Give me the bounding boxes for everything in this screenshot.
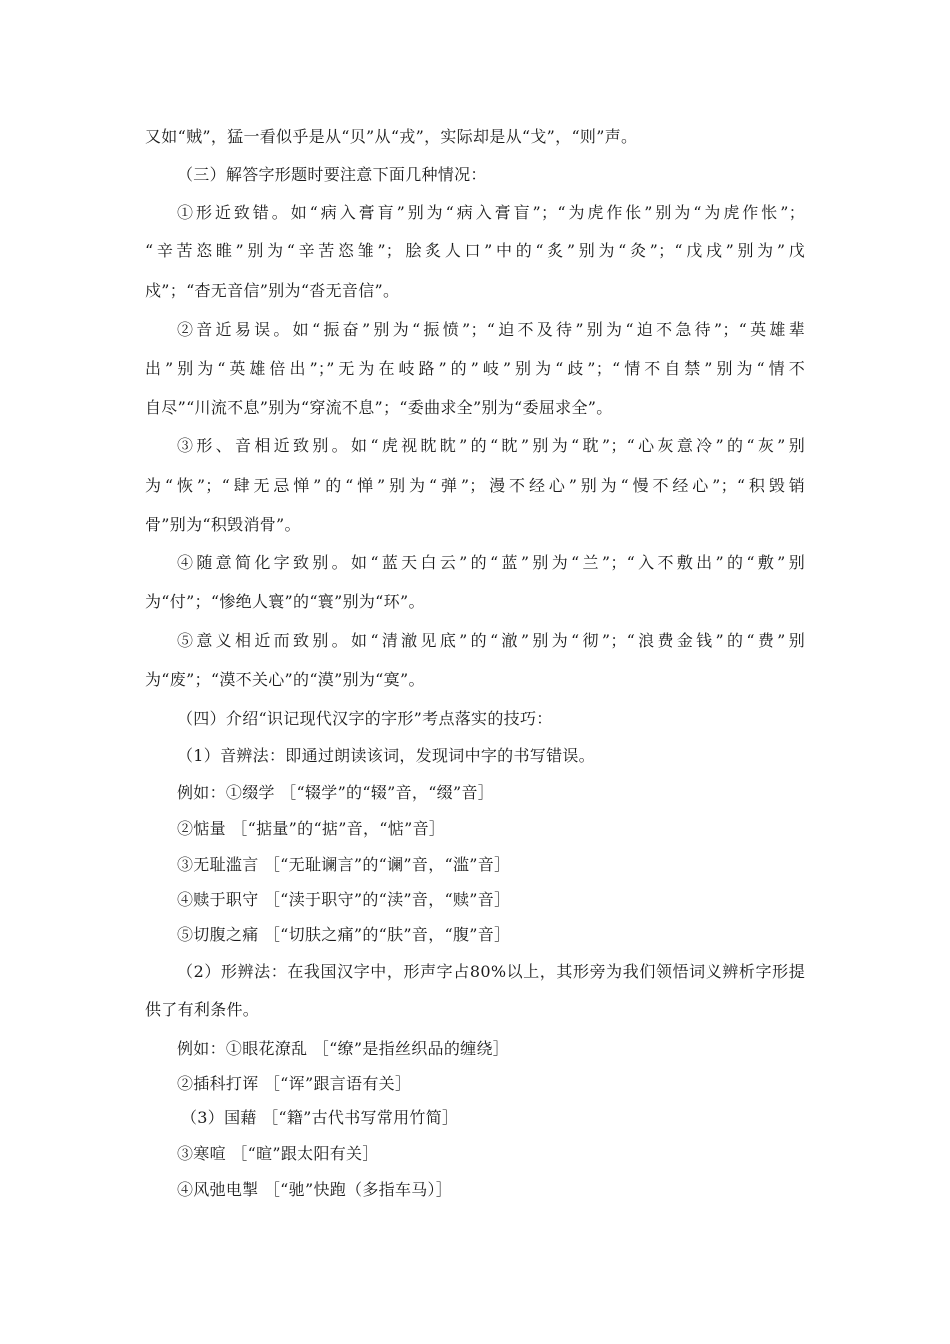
example-line: ④赎于职守 ［“渎于职守”的“渎”音，“赎”音］ [177,890,511,909]
example-line: 例如：①眼花潦乱 ［“缭”是指丝织品的缠绕］ [177,1039,510,1058]
paragraph-line: 自尽”“川流不息”别为“穿流不息”；“委曲求全”别为“委屈求全”。 [145,398,613,417]
paragraph-line: （1）音辨法：即通过朗读该词，发现词中字的书写错误。 [177,746,595,765]
paragraph-line: 供了有利条件。 [145,1000,260,1019]
paragraph-line: 戍”；“杳无音信”别为“沓无音信”。 [145,281,400,300]
paragraph-line: 又如“贼”，猛一看似乎是从“贝”从“戎”，实际却是从“戈”，“则”声。 [145,127,638,146]
paragraph-line: ②音近易误。如“振奋”别为“振愤”；“迫不及待”别为“迫不急待”；“英雄辈 [177,320,805,339]
example-line: ②惦量 ［“掂量”的“掂”音，“惦”音］ [177,819,446,838]
section-heading: （三）解答字形题时要注意下面几种情况： [177,165,487,184]
paragraph-line: 为“废”；“漠不关心”的“漠”别为“寞”。 [145,670,425,689]
example-line: ②插科打诨 ［“诨”跟言语有关］ [177,1074,412,1093]
example-line: 例如：①缀学 ［“辍学”的“辍”音，“缀”音］ [177,783,495,802]
example-line: ③寒喧 ［“暄”跟太阳有关］ [177,1144,379,1163]
paragraph-line: ⑤意义相近而致别。如“清澈见底”的“澈”别为“彻”；“浪费金钱”的“费”别 [177,631,805,650]
paragraph-line: 为“恢”；“肆无忌惮”的“惮”别为“弹”；漫不经心”别为“慢不经心”；“积毁销 [145,476,805,495]
paragraph-line: （2）形辨法：在我国汉字中，形声字占80%以上，其形旁为我们领悟词义辨析字形提 [177,962,805,981]
section-heading: （四）介绍“识记现代汉字的字形”考点落实的技巧： [177,709,553,728]
paragraph-line: ①形近致错。如“病入膏肓”别为“病入膏盲”；“为虎作伥”别为“为虎作怅”； [177,203,805,222]
example-line: ④风弛电掣 ［“驰”快跑（多指车马）］ [177,1180,453,1199]
paragraph-line: 为“付”；“惨绝人寰”的“寰”别为“环”。 [145,592,425,611]
example-line: ⑤切腹之痛 ［“切肤之痛”的“肤”音，“腹”音］ [177,925,511,944]
paragraph-line: ④随意简化字致别。如“蓝天白云”的“蓝”别为“兰”；“入不敷出”的“敷”别 [177,553,805,572]
paragraph-line: 出”别为“英雄倍出”；”无为在岐路”的”岐”别为“歧”；“情不自禁”别为“情不 [145,359,805,378]
example-line: （3）国藉 ［“籍”古代书写常用竹简］ [181,1108,459,1127]
paragraph-line: “辛苦恣睢”别为“辛苦恣雏”；脍炙人口”中的“炙”别为“灸”；“戊戌”别为”戊 [145,241,805,260]
example-line: ③无耻滥言 ［“无耻谰言”的“谰”音，“滥”音］ [177,855,511,874]
paragraph-line: ③形、音相近致别。如“虎视眈眈”的“眈”别为“耽”；“心灰意冷”的“灰”别 [177,436,805,455]
paragraph-line: 骨”别为“积毁消骨”。 [145,515,301,534]
